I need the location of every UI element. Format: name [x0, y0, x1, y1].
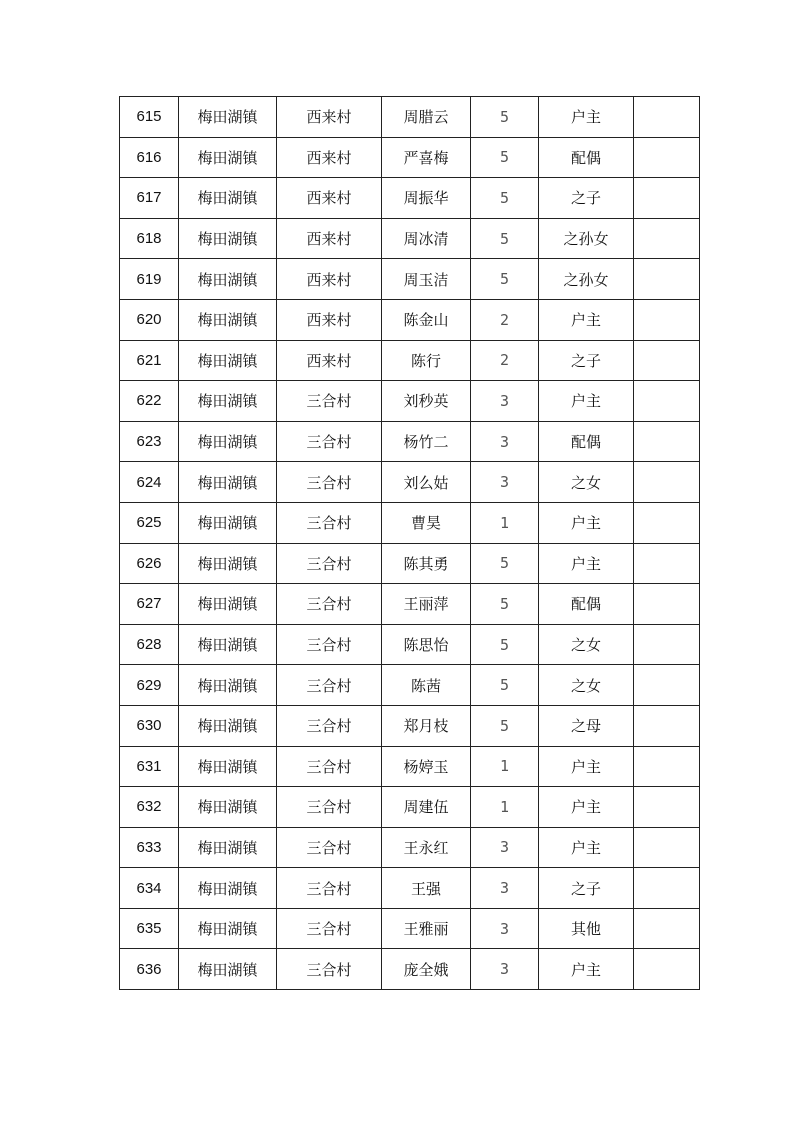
row-number-cell: 625: [120, 502, 179, 543]
person-name-cell: 王雅丽: [382, 908, 471, 949]
person-name-cell: 王永红: [382, 827, 471, 868]
relation-cell: 户主: [539, 746, 634, 787]
row-number-cell: 621: [120, 340, 179, 381]
household-size-cell: 3: [471, 827, 539, 868]
village-cell: 三合村: [277, 827, 382, 868]
town-cell: 梅田湖镇: [179, 868, 277, 909]
row-number-cell: 620: [120, 299, 179, 340]
household-size-cell: 1: [471, 502, 539, 543]
table-body: [120, 97, 700, 990]
town-cell: 梅田湖镇: [179, 299, 277, 340]
household-size-cell: 3: [471, 381, 539, 422]
relation-cell: 户主: [539, 827, 634, 868]
relation-cell: 配偶: [539, 137, 634, 178]
town-cell: 梅田湖镇: [179, 340, 277, 381]
note-cell: [634, 381, 700, 422]
row-number-cell: 622: [120, 381, 179, 422]
row-number-cell: 615: [120, 97, 179, 138]
row-number-cell: 623: [120, 421, 179, 462]
row-number-cell: 627: [120, 584, 179, 625]
village-cell: 三合村: [277, 502, 382, 543]
note-cell: [634, 218, 700, 259]
table-row: [120, 584, 700, 625]
row-number-cell: 631: [120, 746, 179, 787]
table-row: [120, 462, 700, 503]
relation-cell: 之子: [539, 178, 634, 219]
relation-cell: 其他: [539, 908, 634, 949]
relation-cell: 之孙女: [539, 218, 634, 259]
household-size-cell: 2: [471, 299, 539, 340]
note-cell: [634, 705, 700, 746]
town-cell: 梅田湖镇: [179, 543, 277, 584]
town-cell: 梅田湖镇: [179, 949, 277, 990]
relation-cell: 户主: [539, 502, 634, 543]
document-page: [119, 96, 699, 990]
town-cell: 梅田湖镇: [179, 665, 277, 706]
table-row: [120, 949, 700, 990]
village-cell: 三合村: [277, 624, 382, 665]
note-cell: [634, 868, 700, 909]
person-name-cell: 周建伍: [382, 787, 471, 828]
household-size-cell: 3: [471, 949, 539, 990]
household-size-cell: 5: [471, 178, 539, 219]
relation-cell: 之女: [539, 624, 634, 665]
household-size-cell: 5: [471, 665, 539, 706]
village-cell: 西来村: [277, 340, 382, 381]
village-cell: 三合村: [277, 908, 382, 949]
table-row: [120, 665, 700, 706]
relation-cell: 户主: [539, 97, 634, 138]
household-size-cell: 5: [471, 97, 539, 138]
note-cell: [634, 178, 700, 219]
row-number-cell: 632: [120, 787, 179, 828]
person-name-cell: 周振华: [382, 178, 471, 219]
person-name-cell: 刘么姑: [382, 462, 471, 503]
village-cell: 西来村: [277, 259, 382, 300]
village-cell: 西来村: [277, 137, 382, 178]
household-size-cell: 5: [471, 624, 539, 665]
row-number-cell: 626: [120, 543, 179, 584]
note-cell: [634, 340, 700, 381]
table-row: [120, 624, 700, 665]
relation-cell: 户主: [539, 381, 634, 422]
person-name-cell: 陈金山: [382, 299, 471, 340]
household-size-cell: 5: [471, 218, 539, 259]
row-number-cell: 624: [120, 462, 179, 503]
person-name-cell: 刘秒英: [382, 381, 471, 422]
household-size-cell: 3: [471, 421, 539, 462]
note-cell: [634, 259, 700, 300]
household-size-cell: 5: [471, 543, 539, 584]
row-number-cell: 616: [120, 137, 179, 178]
village-cell: 三合村: [277, 584, 382, 625]
village-cell: 三合村: [277, 868, 382, 909]
person-name-cell: 周腊云: [382, 97, 471, 138]
village-cell: 三合村: [277, 421, 382, 462]
person-name-cell: 陈思怡: [382, 624, 471, 665]
relation-cell: 之女: [539, 665, 634, 706]
table-row: [120, 299, 700, 340]
person-name-cell: 周玉洁: [382, 259, 471, 300]
relation-cell: 户主: [539, 543, 634, 584]
person-name-cell: 曹昊: [382, 502, 471, 543]
relation-cell: 之母: [539, 705, 634, 746]
household-size-cell: 1: [471, 746, 539, 787]
town-cell: 梅田湖镇: [179, 178, 277, 219]
note-cell: [634, 299, 700, 340]
row-number-cell: 636: [120, 949, 179, 990]
relation-cell: 配偶: [539, 584, 634, 625]
household-size-cell: 3: [471, 462, 539, 503]
row-number-cell: 635: [120, 908, 179, 949]
note-cell: [634, 908, 700, 949]
person-name-cell: 陈其勇: [382, 543, 471, 584]
town-cell: 梅田湖镇: [179, 787, 277, 828]
town-cell: 梅田湖镇: [179, 421, 277, 462]
village-cell: 三合村: [277, 665, 382, 706]
town-cell: 梅田湖镇: [179, 827, 277, 868]
table-row: [120, 178, 700, 219]
town-cell: 梅田湖镇: [179, 624, 277, 665]
town-cell: 梅田湖镇: [179, 584, 277, 625]
person-name-cell: 庞全娥: [382, 949, 471, 990]
row-number-cell: 634: [120, 868, 179, 909]
note-cell: [634, 827, 700, 868]
person-name-cell: 陈茜: [382, 665, 471, 706]
household-size-cell: 5: [471, 137, 539, 178]
household-size-cell: 5: [471, 705, 539, 746]
note-cell: [634, 421, 700, 462]
note-cell: [634, 97, 700, 138]
table-row: [120, 868, 700, 909]
village-cell: 三合村: [277, 949, 382, 990]
note-cell: [634, 624, 700, 665]
village-cell: 西来村: [277, 97, 382, 138]
village-cell: 西来村: [277, 178, 382, 219]
table-row: [120, 421, 700, 462]
table-row: [120, 543, 700, 584]
note-cell: [634, 665, 700, 706]
row-number-cell: 630: [120, 705, 179, 746]
town-cell: 梅田湖镇: [179, 259, 277, 300]
person-name-cell: 王丽萍: [382, 584, 471, 625]
village-cell: 三合村: [277, 543, 382, 584]
household-size-cell: 5: [471, 259, 539, 300]
table-row: [120, 381, 700, 422]
note-cell: [634, 137, 700, 178]
household-size-cell: 3: [471, 868, 539, 909]
household-register-table: [119, 96, 700, 990]
household-size-cell: 2: [471, 340, 539, 381]
row-number-cell: 617: [120, 178, 179, 219]
row-number-cell: 629: [120, 665, 179, 706]
village-cell: 三合村: [277, 787, 382, 828]
person-name-cell: 郑月枝: [382, 705, 471, 746]
town-cell: 梅田湖镇: [179, 746, 277, 787]
relation-cell: 户主: [539, 949, 634, 990]
row-number-cell: 619: [120, 259, 179, 300]
village-cell: 三合村: [277, 746, 382, 787]
relation-cell: 之女: [539, 462, 634, 503]
town-cell: 梅田湖镇: [179, 137, 277, 178]
town-cell: 梅田湖镇: [179, 381, 277, 422]
note-cell: [634, 502, 700, 543]
person-name-cell: 周冰清: [382, 218, 471, 259]
note-cell: [634, 787, 700, 828]
table-row: [120, 705, 700, 746]
note-cell: [634, 584, 700, 625]
relation-cell: 户主: [539, 787, 634, 828]
note-cell: [634, 462, 700, 503]
table-row: [120, 746, 700, 787]
row-number-cell: 633: [120, 827, 179, 868]
table-row: [120, 97, 700, 138]
person-name-cell: 杨竹二: [382, 421, 471, 462]
table-row: [120, 259, 700, 300]
row-number-cell: 618: [120, 218, 179, 259]
person-name-cell: 陈行: [382, 340, 471, 381]
relation-cell: 之孙女: [539, 259, 634, 300]
household-size-cell: 3: [471, 908, 539, 949]
village-cell: 西来村: [277, 218, 382, 259]
relation-cell: 之子: [539, 868, 634, 909]
town-cell: 梅田湖镇: [179, 705, 277, 746]
village-cell: 三合村: [277, 381, 382, 422]
table-row: [120, 137, 700, 178]
town-cell: 梅田湖镇: [179, 462, 277, 503]
town-cell: 梅田湖镇: [179, 908, 277, 949]
note-cell: [634, 746, 700, 787]
person-name-cell: 杨婷玉: [382, 746, 471, 787]
village-cell: 三合村: [277, 705, 382, 746]
note-cell: [634, 543, 700, 584]
town-cell: 梅田湖镇: [179, 502, 277, 543]
household-size-cell: 1: [471, 787, 539, 828]
table-row: [120, 827, 700, 868]
town-cell: 梅田湖镇: [179, 218, 277, 259]
table-row: [120, 218, 700, 259]
relation-cell: 户主: [539, 299, 634, 340]
village-cell: 西来村: [277, 299, 382, 340]
town-cell: 梅田湖镇: [179, 97, 277, 138]
table-row: [120, 908, 700, 949]
household-size-cell: 5: [471, 584, 539, 625]
person-name-cell: 严喜梅: [382, 137, 471, 178]
person-name-cell: 王强: [382, 868, 471, 909]
table-row: [120, 787, 700, 828]
note-cell: [634, 949, 700, 990]
relation-cell: 配偶: [539, 421, 634, 462]
table-row: [120, 340, 700, 381]
village-cell: 三合村: [277, 462, 382, 503]
row-number-cell: 628: [120, 624, 179, 665]
relation-cell: 之子: [539, 340, 634, 381]
table-row: [120, 502, 700, 543]
